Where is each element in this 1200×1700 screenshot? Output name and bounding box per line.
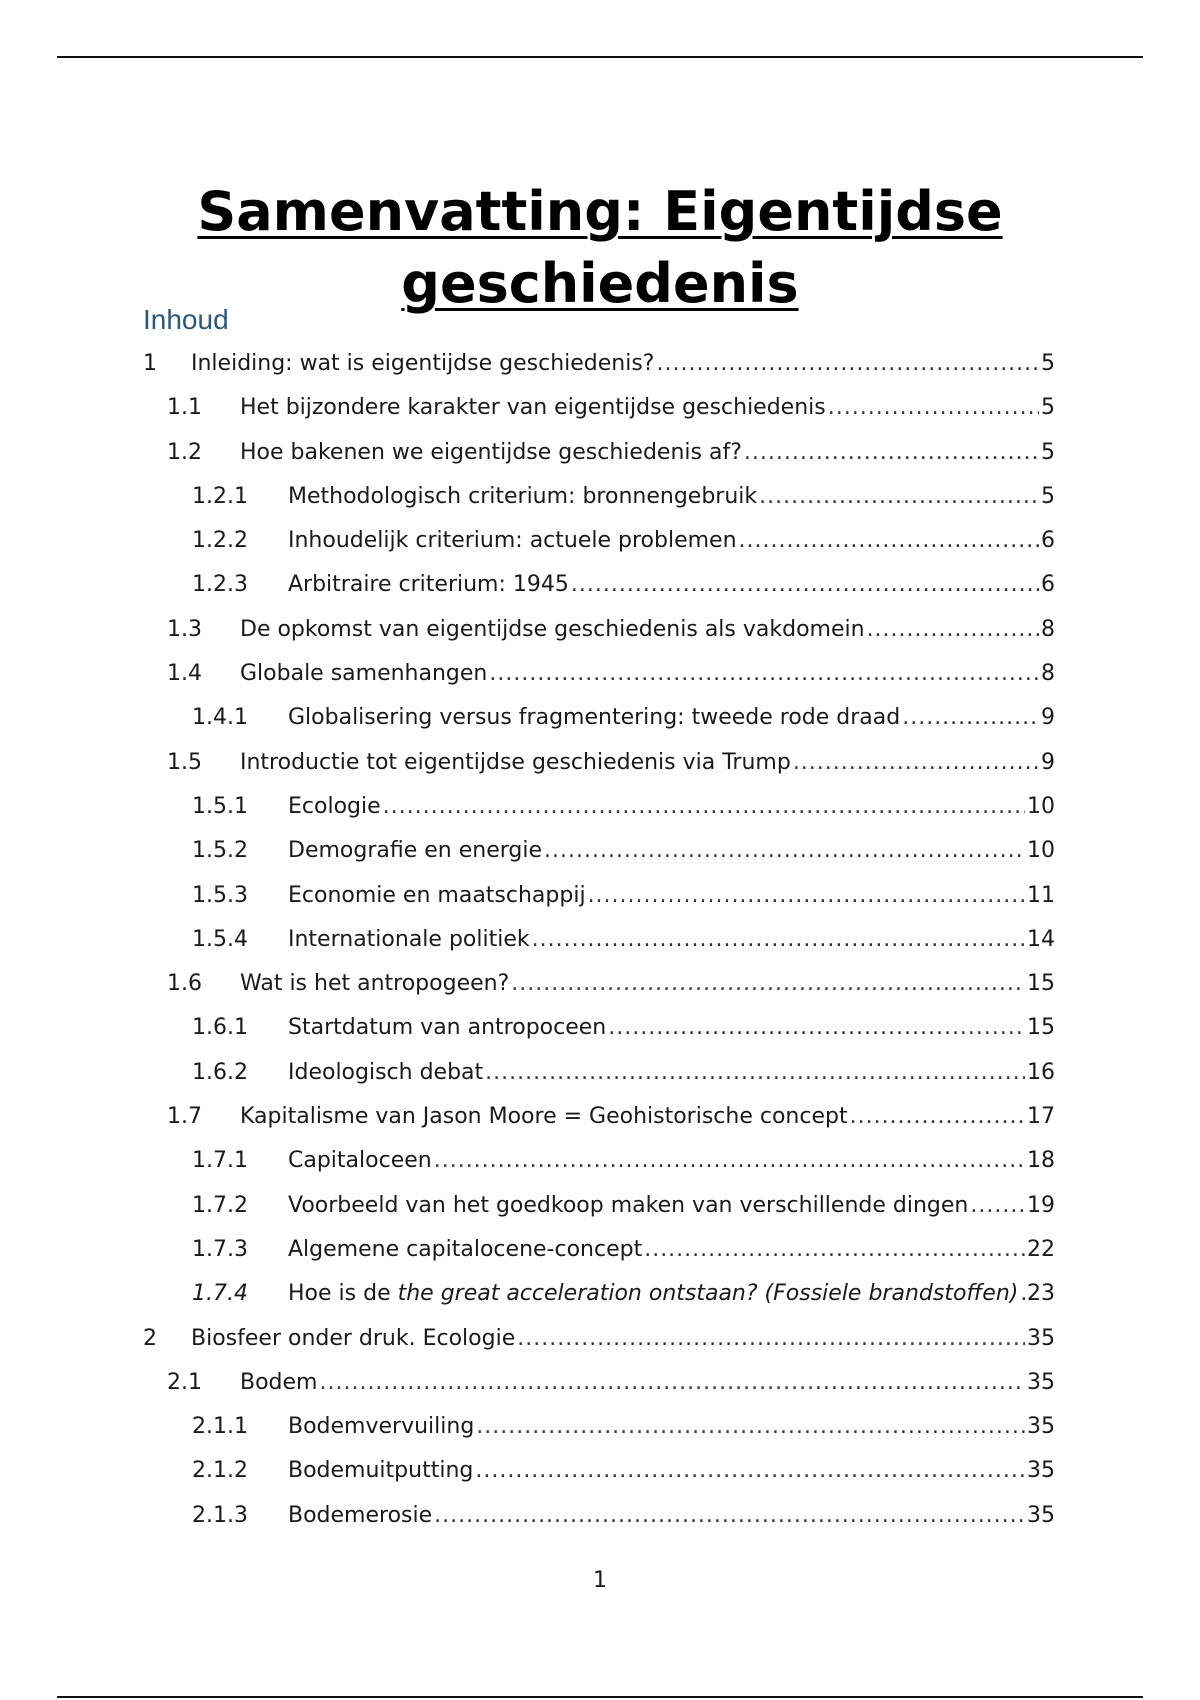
toc-entry-number: 1	[143, 351, 157, 376]
toc-entry-label-italic: the great acceleration ontstaan? (Fossiele brandstoffen)	[397, 1281, 1019, 1307]
toc-entry-page: 6	[1041, 572, 1055, 598]
toc-entry[interactable]	[0, 741, 1200, 785]
toc-entry-page: 10	[1027, 793, 1055, 819]
toc-entry-text	[288, 829, 1055, 873]
toc-entry-page: 19	[1027, 1192, 1055, 1218]
toc-entry[interactable]	[0, 1449, 1200, 1493]
toc-entry-page: 35	[1027, 1414, 1055, 1440]
toc-entry-number: 2.1.3	[192, 1502, 248, 1528]
toc-entry-label	[288, 1272, 1020, 1316]
toc-entry-text	[240, 386, 1055, 430]
toc-entry-page: 18	[1027, 1148, 1055, 1174]
toc-entry-number: 1.7.1	[192, 1148, 248, 1174]
toc-entry-page: 5	[1041, 483, 1055, 509]
toc-entry[interactable]	[0, 431, 1200, 475]
title-line-1: Samenvatting: Eigentijdse	[197, 180, 1003, 244]
toc-entry-number: 1.2	[167, 439, 202, 465]
toc-entry-page: 10	[1027, 838, 1055, 864]
toc-entry-page: 35	[1027, 1369, 1055, 1395]
toc-entry-text	[240, 652, 1055, 696]
toc-entry-text	[191, 342, 1055, 386]
toc-entry-label: Introductie tot eigentijdse geschiedenis via Trump	[240, 741, 793, 785]
toc-entry[interactable]	[0, 652, 1200, 696]
toc-entry-text	[288, 696, 1055, 740]
toc-entry-text	[191, 1317, 1055, 1361]
toc-entry-label: Startdatum van antropoceen	[288, 1006, 608, 1050]
toc-entry-label: Algemene capitalocene-concept	[288, 1228, 644, 1272]
toc-dot-leader	[739, 519, 1039, 563]
toc-entry-text	[288, 563, 1055, 607]
toc-entry[interactable]	[0, 342, 1200, 386]
toc-entry-page: 14	[1027, 926, 1055, 952]
toc-entry-page: 8	[1041, 661, 1055, 687]
toc-entry[interactable]	[0, 1095, 1200, 1139]
toc-dot-leader	[970, 1184, 1025, 1228]
toc-entry-label: Capitaloceen	[288, 1139, 434, 1183]
toc-entry[interactable]	[0, 785, 1200, 829]
toc-entry-page: 22	[1027, 1236, 1055, 1262]
toc-entry-text	[288, 1051, 1055, 1095]
toc-entry-label: Wat is het antropogeen?	[240, 962, 511, 1006]
toc-entry-label: Inleiding: wat is eigentijdse geschiedenis?	[191, 342, 656, 386]
toc-entry-number: 1.7.3	[192, 1236, 248, 1262]
toc-dot-leader	[532, 918, 1025, 962]
toc-entry[interactable]	[0, 563, 1200, 607]
toc-entry-label: Bodem	[240, 1361, 319, 1405]
toc-entry-text	[288, 1494, 1055, 1538]
toc-entry[interactable]	[0, 1272, 1200, 1316]
toc-entry-number: 1.2.1	[192, 483, 248, 509]
document-title	[0, 176, 1200, 320]
toc-entry-page: 5	[1041, 351, 1055, 376]
toc-entry-page: 35	[1027, 1502, 1055, 1528]
toc-entry-text	[288, 1139, 1055, 1183]
toc-entry-label: Globalisering versus fragmentering: tweede rode draad	[288, 696, 902, 740]
toc-entry[interactable]	[0, 874, 1200, 918]
toc-entry-label: Bodemvervuiling	[288, 1405, 476, 1449]
table-of-contents	[0, 342, 1200, 1538]
toc-entry-text	[288, 874, 1055, 918]
toc-dot-leader	[828, 386, 1039, 430]
toc-entry-number: 1.5.1	[192, 793, 248, 819]
toc-entry-page: 11	[1027, 882, 1055, 908]
toc-entry-label: De opkomst van eigentijdse geschiedenis als vakdomein	[240, 608, 867, 652]
toc-dot-leader	[759, 475, 1039, 519]
toc-entry-number: 1.5.2	[192, 838, 248, 864]
toc-entry-text	[288, 1006, 1055, 1050]
toc-entry[interactable]	[0, 829, 1200, 873]
toc-entry[interactable]	[0, 386, 1200, 430]
toc-entry-text	[288, 475, 1055, 519]
toc-dot-leader	[476, 1405, 1025, 1449]
toc-entry[interactable]	[0, 962, 1200, 1006]
toc-dot-leader	[867, 608, 1039, 652]
toc-entry[interactable]	[0, 1184, 1200, 1228]
toc-entry[interactable]	[0, 1228, 1200, 1272]
toc-entry-number: 1.6	[167, 971, 202, 997]
toc-entry-label: Hoe bakenen we eigentijdse geschiedenis af?	[240, 431, 744, 475]
toc-dot-leader	[383, 785, 1025, 829]
toc-entry[interactable]	[0, 608, 1200, 652]
toc-entry-page: 9	[1041, 749, 1055, 775]
toc-entry-text	[288, 1272, 1055, 1316]
toc-entry-page: 16	[1027, 1059, 1055, 1085]
toc-entry-number: 1.5.3	[192, 882, 248, 908]
toc-dot-leader	[319, 1361, 1025, 1405]
toc-heading: Inhoud	[143, 304, 229, 335]
toc-entry-label: Het bijzondere karakter van eigentijdse geschiedenis	[240, 386, 828, 430]
toc-entry-label: Methodologisch criterium: bronnengebruik	[288, 475, 759, 519]
toc-entry-label: Ecologie	[288, 785, 383, 829]
toc-entry[interactable]	[0, 1317, 1200, 1361]
toc-entry-text	[240, 1095, 1055, 1139]
header-rule	[57, 56, 1143, 58]
toc-entry-number: 2.1.1	[192, 1414, 248, 1440]
toc-entry-label: Internationale politiek	[288, 918, 532, 962]
toc-entry-text	[240, 962, 1055, 1006]
toc-entry-page: 23	[1027, 1281, 1055, 1307]
toc-entry-label: Biosfeer onder druk. Ecologie	[191, 1317, 517, 1361]
toc-entry[interactable]	[0, 475, 1200, 519]
toc-entry-text	[288, 785, 1055, 829]
toc-entry-page: 35	[1027, 1325, 1055, 1351]
toc-entry-label: Economie en maatschappij	[288, 874, 588, 918]
toc-entry-number: 1.7.4	[192, 1281, 248, 1307]
toc-entry-number: 1.7.2	[192, 1192, 248, 1218]
toc-entry[interactable]	[0, 1405, 1200, 1449]
toc-dot-leader	[902, 696, 1039, 740]
toc-entry-number: 1.6.1	[192, 1015, 248, 1041]
toc-entry[interactable]	[0, 696, 1200, 740]
toc-entry-page: 17	[1027, 1104, 1055, 1130]
toc-dot-leader	[517, 1317, 1025, 1361]
toc-entry-text	[288, 1184, 1055, 1228]
toc-entry-number: 1.4	[167, 661, 202, 687]
toc-entry-page: 5	[1041, 395, 1055, 421]
toc-entry-number: 2.1.2	[192, 1458, 248, 1484]
toc-dot-leader	[571, 563, 1039, 607]
toc-entry[interactable]	[0, 1494, 1200, 1538]
toc-entry-number: 1.5.4	[192, 926, 248, 952]
toc-entry-number: 1.5	[167, 749, 202, 775]
toc-entry-text	[240, 431, 1055, 475]
toc-entry-number: 1.1	[167, 395, 202, 421]
toc-dot-leader	[485, 1051, 1025, 1095]
toc-dot-leader	[850, 1095, 1025, 1139]
toc-dot-leader	[434, 1494, 1025, 1538]
toc-entry[interactable]	[0, 1006, 1200, 1050]
toc-entry-number: 1.2.2	[192, 528, 248, 554]
toc-entry-text	[288, 519, 1055, 563]
toc-dot-leader	[489, 652, 1039, 696]
toc-dot-leader	[511, 962, 1025, 1006]
toc-dot-leader	[656, 342, 1039, 386]
toc-entry-label: Globale samenhangen	[240, 652, 489, 696]
toc-entry-label: Ideologisch debat	[288, 1051, 485, 1095]
toc-dot-leader	[793, 741, 1039, 785]
toc-entry-text	[288, 1228, 1055, 1272]
toc-entry-page: 35	[1027, 1458, 1055, 1484]
toc-entry-label: Bodemerosie	[288, 1494, 434, 1538]
toc-entry-page: 15	[1027, 1015, 1055, 1041]
toc-dot-leader	[588, 874, 1025, 918]
toc-entry-text	[288, 918, 1055, 962]
toc-dot-leader	[475, 1449, 1025, 1493]
toc-entry-number: 1.7	[167, 1104, 202, 1130]
toc-entry[interactable]	[0, 1139, 1200, 1183]
toc-dot-leader	[744, 431, 1039, 475]
toc-entry[interactable]	[0, 1051, 1200, 1095]
toc-entry-label: Arbitraire criterium: 1945	[288, 563, 571, 607]
toc-entry-page: 9	[1041, 705, 1055, 731]
toc-entry-text	[240, 741, 1055, 785]
title-line-2: geschiedenis	[401, 252, 799, 316]
toc-entry-label: Demografie en energie	[288, 829, 544, 873]
toc-entry-number: 2	[143, 1325, 157, 1351]
toc-entry-label: Bodemuitputting	[288, 1449, 475, 1493]
toc-entry-text	[288, 1449, 1055, 1493]
toc-dot-leader	[434, 1139, 1025, 1183]
toc-dot-leader	[644, 1228, 1025, 1272]
toc-entry-number: 1.6.2	[192, 1059, 248, 1085]
toc-entry-label: Kapitalisme van Jason Moore = Geohistorische concept	[240, 1095, 850, 1139]
toc-entry-text	[288, 1405, 1055, 1449]
toc-entry-label: Inhoudelijk criterium: actuele problemen	[288, 519, 739, 563]
toc-entry-page: 15	[1027, 971, 1055, 997]
toc-entry-page: 6	[1041, 528, 1055, 554]
toc-entry-page: 5	[1041, 439, 1055, 465]
footer-rule	[57, 1696, 1143, 1698]
toc-dot-leader	[608, 1006, 1025, 1050]
toc-entry-number: 1.4.1	[192, 705, 248, 731]
toc-entry-number: 1.2.3	[192, 572, 248, 598]
toc-entry-text	[240, 1361, 1055, 1405]
toc-entry[interactable]	[0, 519, 1200, 563]
toc-entry-label-plain: Hoe is de	[288, 1281, 398, 1307]
toc-entry-label: Voorbeeld van het goedkoop maken van verschillende dingen	[288, 1184, 970, 1228]
page-number: 1	[593, 1568, 607, 1593]
toc-entry-text	[240, 608, 1055, 652]
toc-entry-number: 1.3	[167, 616, 202, 642]
toc-entry-page: 8	[1041, 616, 1055, 642]
toc-dot-leader	[544, 829, 1025, 873]
toc-entry[interactable]	[0, 918, 1200, 962]
toc-entry[interactable]	[0, 1361, 1200, 1405]
toc-entry-number: 2.1	[167, 1369, 202, 1395]
